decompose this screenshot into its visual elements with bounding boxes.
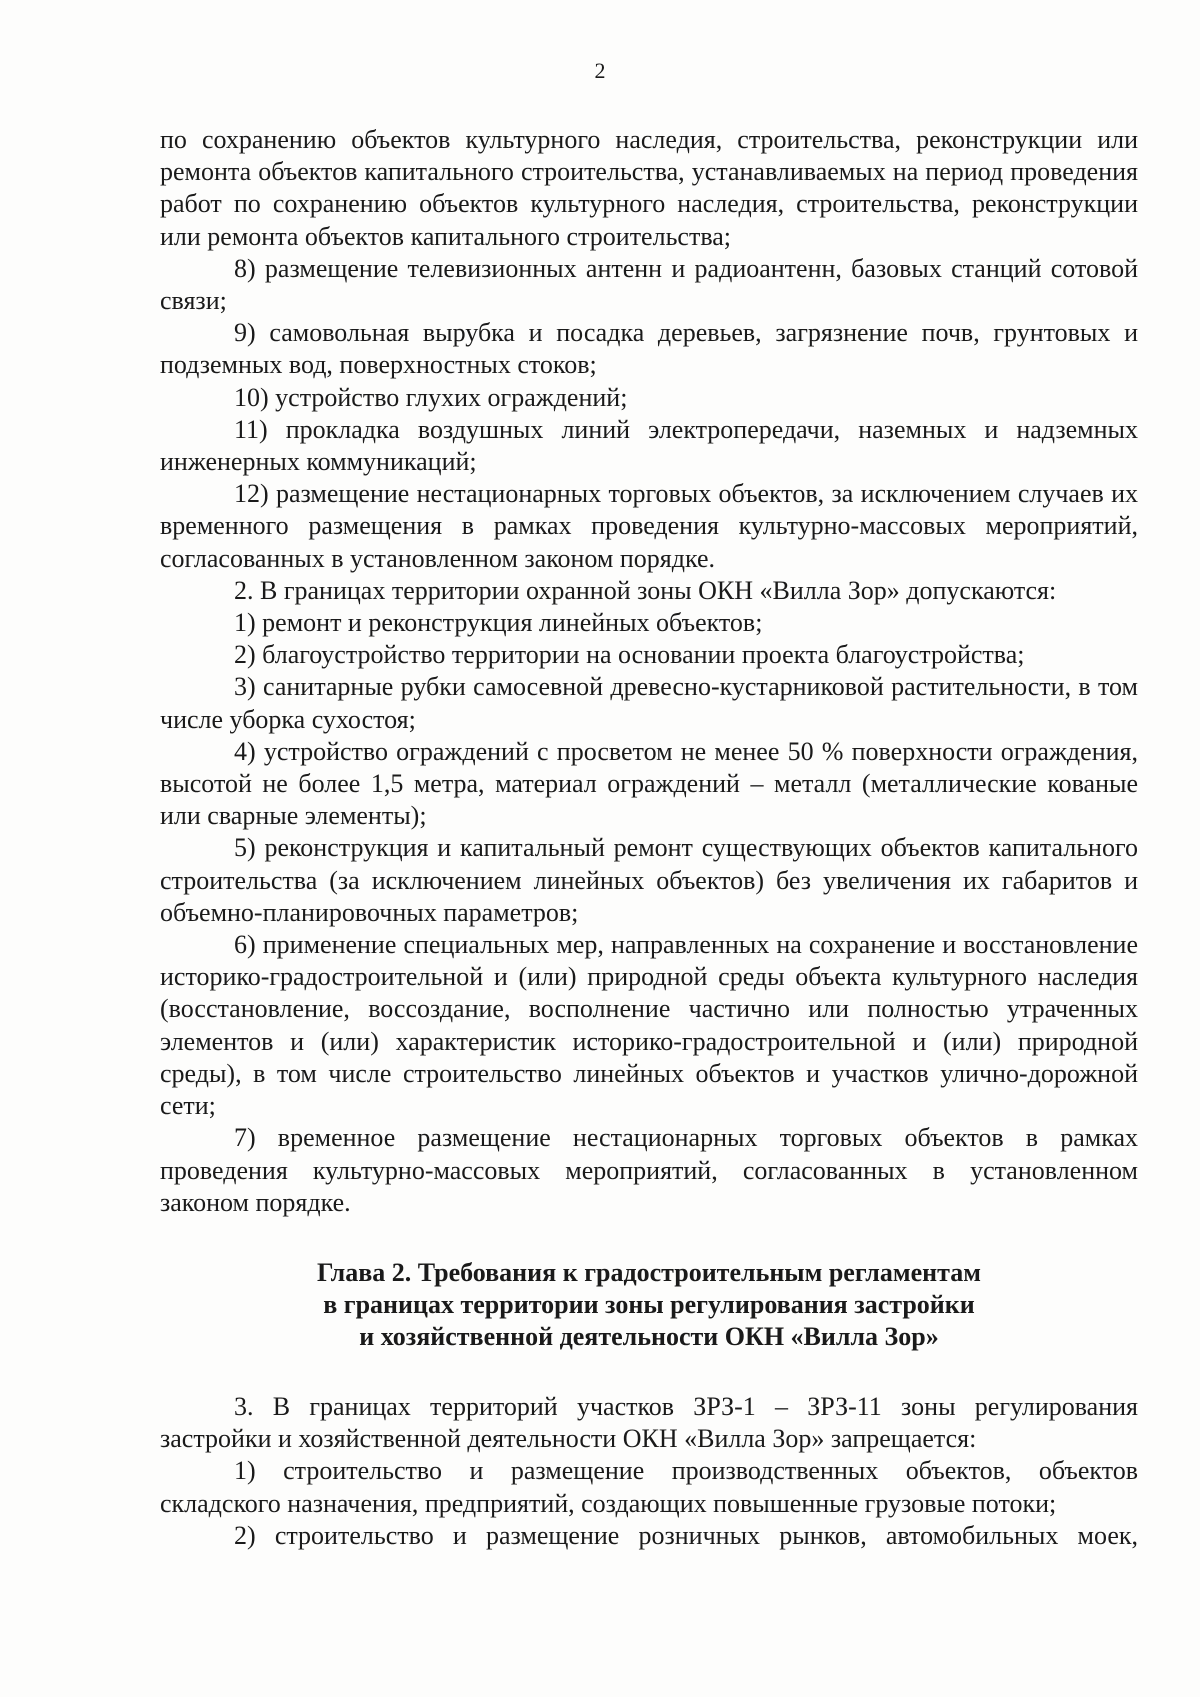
paragraph: 2) благоустройство территории на основании проекта благоустройства; <box>234 640 1025 670</box>
paragraph: 9) самовольная вырубка и посадка деревьев, загрязнение почв, грунтовых и подземных вод, поверхностных стоков; <box>160 318 1138 380</box>
page-number: 2 <box>594 58 606 83</box>
paragraph: 3) санитарные рубки самосевной древесно-кустарниковой растительности, в том числе уборка сухостоя; <box>160 672 1138 734</box>
document-body <box>160 124 1138 1552</box>
chapter-heading-line: в границах территории зоны регулирования застройки <box>323 1289 975 1319</box>
paragraph: 12) размещение нестационарных торговых объектов, за исключением случаев их временного размещения в рамках проведения культурно-массовых мероприятий, согласованных в установленном законом порядке. <box>160 479 1138 573</box>
paragraph-group-chapter-2 <box>160 1391 1138 1552</box>
paragraph-group-restrictions <box>160 124 1138 1219</box>
chapter-heading-line: и хозяйственной деятельности ОКН «Вилла Зор» <box>359 1321 939 1351</box>
paragraph: 5) реконструкция и капитальный ремонт существующих объектов капитального строительства (за исключением линейных объектов) без увеличения их габаритов и объемно-планировочных параметров; <box>160 833 1138 927</box>
paragraph: 11) прокладка воздушных линий электропередачи, наземных и надземных инженерных коммуникаций; <box>160 414 1138 477</box>
paragraph: 1) ремонт и реконструкция линейных объектов; <box>234 608 763 638</box>
paragraph: 2) строительство и размещение розничных рынков, автомобильных моек, <box>234 1520 1138 1550</box>
paragraph: 7) временное размещение нестационарных торговых объектов в рамках проведения культурно-массовых мероприятий, согласованных в установленном законом порядке. <box>160 1123 1138 1217</box>
paragraph: 2. В границах территории охранной зоны ОКН «Вилла Зор» допускаются: <box>234 575 1057 605</box>
paragraph: по сохранению объектов культурного наследия, строительства, реконструкции или ремонта объектов капитального строительства, устанавливаемых на период проведения работ по сохранению объектов культурного наследия, строительства, реконструкции или ремонта объектов капитального строительства; <box>160 125 1138 251</box>
chapter-heading <box>160 1257 1138 1353</box>
paragraph: 8) размещение телевизионных антенн и радиоантенн, базовых станций сотовой связи; <box>160 253 1138 316</box>
chapter-heading-line: Глава 2. Требования к градостроительным регламентам <box>317 1257 981 1287</box>
paragraph: 10) устройство глухих ограждений; <box>234 382 628 412</box>
paragraph: 4) устройство ограждений с просветом не менее 50 % поверхности ограждения, высотой не более 1,5 метра, материал ограждений – металл (металлические кованые или сварные элементы); <box>160 736 1138 831</box>
paragraph: 6) применение специальных мер, направленных на сохранение и восстановление историко-градостроительной и (или) природной среды объекта культурного наследия (восстановление, воссоздание, восполнение частично или полностью утраченных элементов и (или) характеристик историко-градостроительной и (или) природной среды), в том числе строительство линейных объектов и участков улично-дорожной сети; <box>160 930 1138 1121</box>
paragraph: 1) строительство и размещение производственных объектов, объектов складского назначения, предприятий, создающих повышенные грузовые потоки; <box>160 1456 1138 1518</box>
paragraph: 3. В границах территорий участков ЗРЗ-1 – ЗРЗ-11 зоны регулирования застройки и хозяйственной деятельности ОКН «Вилла Зор» запрещается: <box>160 1391 1138 1454</box>
